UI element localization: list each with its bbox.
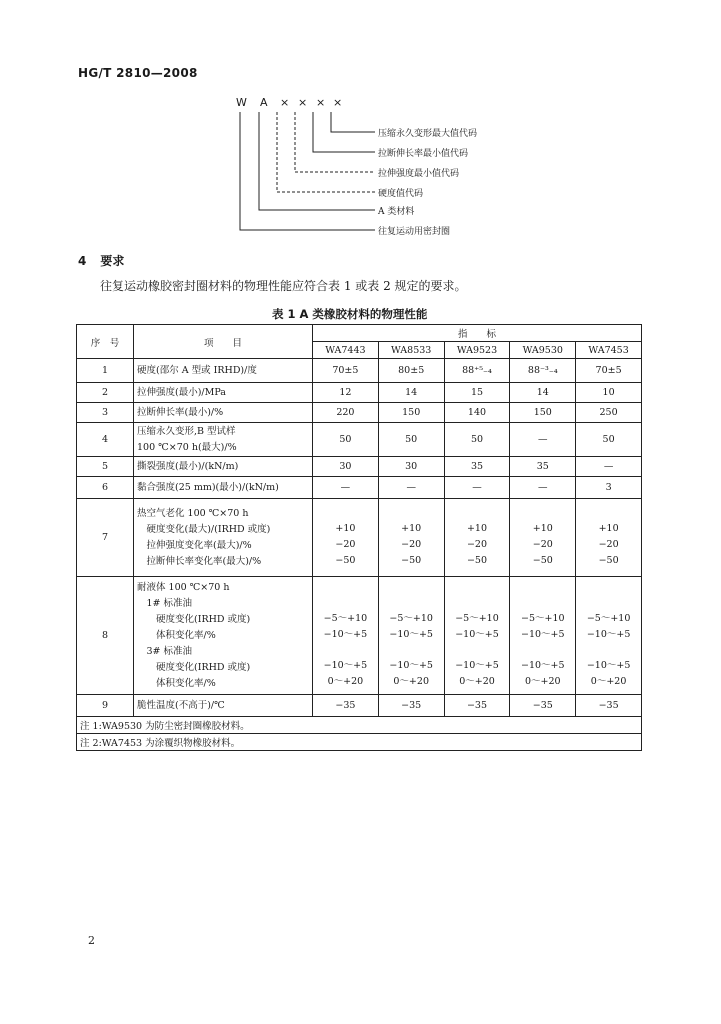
row-item-line: 体积变化率/% — [137, 629, 216, 641]
row-item-line: 脆性温度(不高于)/℃ — [137, 699, 225, 711]
code-description: A 类材料 — [378, 207, 415, 217]
row-value — [313, 499, 379, 577]
row-value-line: 0～+20 — [393, 676, 429, 687]
row-value-line: −5～+10 — [455, 613, 499, 624]
row-value-line — [382, 643, 441, 658]
row-value — [378, 695, 444, 717]
row-value — [313, 477, 379, 499]
row-value-line: 35 — [470, 460, 484, 472]
row-item-line: 硬度(邵尔 A 型或 IRHD)/度 — [137, 364, 257, 376]
row-value — [510, 695, 576, 717]
row-item-line: 硬度变化(IRHD 或度) — [137, 661, 251, 673]
row-value — [444, 695, 510, 717]
row-value-line: 88⁻³₋₄ — [527, 364, 558, 376]
section-number: 4 — [78, 254, 87, 268]
row-value-line: 50 — [339, 433, 352, 445]
row-value-line — [382, 506, 441, 521]
row-value-line: 88⁺⁵₋₄ — [462, 364, 492, 376]
row-value-line — [513, 581, 572, 596]
row-value-line: 80±5 — [398, 364, 425, 376]
row-value-line: 220 — [336, 406, 355, 418]
row-value-line: 0～+20 — [590, 676, 627, 687]
row-value-line: −35 — [401, 699, 422, 711]
header-seq: 序 号 — [77, 325, 134, 359]
row-value — [510, 577, 576, 695]
header-grade: WA7453 — [576, 342, 642, 359]
code-description: 拉断伸长率最小值代码 — [378, 149, 469, 159]
row-value-line — [448, 581, 507, 596]
row-value-line — [448, 596, 507, 611]
row-value-line: −20 — [466, 539, 488, 550]
row-value-line: −50 — [466, 555, 488, 566]
row-value-line — [316, 643, 375, 658]
standard-code: HG/T 2810—2008 — [78, 66, 198, 80]
row-value-line: +10 — [335, 523, 356, 534]
row-item-line: 1# 标准油 — [137, 597, 193, 609]
row-value-line: 3 — [605, 481, 612, 493]
row-item-line: 热空气老化 100 ℃×70 h — [137, 507, 249, 519]
row-value — [510, 383, 576, 403]
table-row — [77, 403, 642, 423]
row-value-line: −50 — [401, 555, 422, 566]
row-item-line: 硬度变化(最大)/(IRHD 或度) — [137, 523, 271, 535]
row-item-line: 硬度变化(IRHD 或度) — [137, 613, 251, 625]
row-value — [444, 457, 510, 477]
row-value-line: −10～+5 — [586, 660, 631, 671]
header-grade: WA9530 — [510, 342, 576, 359]
table-row — [77, 577, 642, 695]
row-value-line: −50 — [532, 555, 553, 566]
row-value — [378, 577, 444, 695]
row-value — [444, 403, 510, 423]
row-value-line: −5～+10 — [323, 613, 368, 624]
row-value-line: −35 — [598, 699, 619, 711]
row-item-line: 耐液体 100 ℃×70 h — [137, 581, 230, 593]
properties-table — [76, 324, 642, 751]
row-value — [378, 403, 444, 423]
row-value — [444, 359, 510, 383]
row-value-line: 50 — [602, 433, 615, 445]
row-value-line — [382, 596, 441, 611]
row-value — [510, 477, 576, 499]
row-value-line: −10～+5 — [586, 629, 631, 640]
row-seq: 7 — [77, 499, 134, 577]
row-value-line — [579, 643, 638, 658]
row-value-line: −20 — [401, 539, 422, 550]
row-value — [313, 457, 379, 477]
row-value-line: 12 — [339, 386, 352, 398]
row-value-line — [448, 643, 507, 658]
table-row — [77, 695, 642, 717]
row-value-line: 15 — [470, 386, 484, 398]
row-value-line: −20 — [335, 539, 356, 550]
row-item — [134, 359, 313, 383]
row-value-line: +10 — [401, 523, 422, 534]
row-seq: 5 — [77, 457, 134, 477]
row-value — [510, 359, 576, 383]
row-value-line: 10 — [602, 386, 615, 398]
row-seq: 6 — [77, 477, 134, 499]
row-seq: 4 — [77, 423, 134, 457]
row-value-line — [513, 596, 572, 611]
row-value — [313, 403, 379, 423]
row-item-line: 撕裂强度(最小)/(kN/m) — [137, 460, 239, 472]
row-value — [576, 423, 642, 457]
row-item-line: 体积变化率/% — [137, 677, 216, 689]
table-row — [77, 383, 642, 403]
row-value — [576, 695, 642, 717]
row-value-line: −50 — [598, 555, 619, 566]
code-letter: W — [236, 96, 247, 109]
row-item-line: 拉断伸长率(最小)/% — [137, 406, 224, 418]
row-value-line: 35 — [536, 460, 549, 472]
row-value — [576, 359, 642, 383]
row-value-line: −5～+10 — [586, 613, 631, 624]
row-value-line — [316, 506, 375, 521]
row-value — [378, 359, 444, 383]
row-item-line: 压缩永久变形,B 型试样 — [137, 425, 236, 437]
section-heading — [78, 252, 124, 269]
row-value-line: +10 — [532, 523, 553, 534]
row-value — [313, 577, 379, 695]
row-value — [510, 499, 576, 577]
row-value-line: −35 — [466, 699, 488, 711]
row-item — [134, 577, 313, 695]
row-item — [134, 457, 313, 477]
row-value — [444, 577, 510, 695]
row-value-line: 30 — [339, 460, 352, 472]
table-caption: 表 1 A 类橡胶材料的物理性能 — [272, 307, 428, 321]
row-value-line: — — [340, 481, 351, 493]
row-value — [510, 457, 576, 477]
row-value-line: 14 — [536, 386, 549, 398]
row-value — [444, 499, 510, 577]
row-value-line: — — [603, 460, 614, 472]
row-item-line: 黏合强度(25 mm)(最小)/(kN/m) — [137, 481, 279, 493]
row-value-line: 14 — [405, 386, 418, 398]
header-index: 指 标 — [313, 325, 642, 342]
row-item — [134, 695, 313, 717]
header-grade: WA8533 — [378, 342, 444, 359]
row-value-line: +10 — [466, 523, 488, 534]
row-value-line — [579, 581, 638, 596]
code-description: 压缩永久变形最大值代码 — [378, 129, 478, 139]
row-value-line: — — [538, 481, 548, 493]
row-value-line: −10～+5 — [389, 629, 433, 640]
row-value — [576, 577, 642, 695]
row-value-line: −10～+5 — [323, 660, 368, 671]
row-value — [313, 383, 379, 403]
row-value-line: 70±5 — [332, 364, 359, 376]
code-letter: A — [260, 96, 268, 109]
table-body — [77, 359, 642, 717]
row-value-line: 70±5 — [595, 364, 622, 376]
row-value-line: — — [406, 481, 416, 493]
row-value-line: −20 — [598, 539, 619, 550]
code-letter: × — [280, 96, 290, 109]
row-value-line: 50 — [405, 433, 418, 445]
row-value-line: −10～+5 — [455, 660, 499, 671]
row-value-line: 30 — [405, 460, 418, 472]
row-value — [313, 695, 379, 717]
header-item: 项 目 — [134, 325, 313, 359]
row-item-line: 3# 标准油 — [137, 645, 193, 657]
table-row — [77, 457, 642, 477]
row-value — [510, 423, 576, 457]
row-seq: 8 — [77, 577, 134, 695]
row-value-line: −10～+5 — [323, 629, 368, 640]
row-item-line: 拉伸强度(最小)/MPa — [137, 386, 226, 398]
row-value — [576, 457, 642, 477]
row-value-line — [448, 506, 507, 521]
table-row — [77, 423, 642, 457]
requirement-paragraph: 往复运动橡胶密封圈材料的物理性能应符合表 1 或表 2 规定的要求。 — [100, 279, 467, 293]
table-row — [77, 499, 642, 577]
row-value — [576, 499, 642, 577]
row-value-line: 50 — [470, 433, 484, 445]
row-value-line: 140 — [467, 406, 487, 418]
row-item-line: 拉伸强度变化率(最大)/% — [137, 539, 252, 551]
row-value-line: 0～+20 — [327, 676, 364, 687]
row-value — [313, 423, 379, 457]
code-letter: × — [316, 96, 326, 109]
row-value-line: 250 — [599, 406, 618, 418]
row-value-line: 150 — [402, 406, 421, 418]
page-number: 2 — [88, 934, 95, 947]
code-description: 硬度值代码 — [378, 189, 424, 199]
row-value-line — [316, 581, 375, 596]
row-value-line: +10 — [598, 523, 619, 534]
row-value-line — [513, 506, 572, 521]
row-value-line: −50 — [335, 555, 356, 566]
row-value-line: −10～+5 — [389, 660, 433, 671]
row-value — [444, 383, 510, 403]
row-value — [510, 403, 576, 423]
code-letter: × — [298, 96, 308, 109]
row-value-line — [316, 596, 375, 611]
row-value — [444, 477, 510, 499]
row-value-line: 0～+20 — [524, 676, 561, 687]
row-item — [134, 403, 313, 423]
row-value-line: 150 — [533, 406, 552, 418]
row-value-line: −20 — [532, 539, 553, 550]
row-value-line: −5～+10 — [521, 613, 565, 624]
row-value-line: −35 — [335, 699, 356, 711]
header-grade: WA9523 — [444, 342, 510, 359]
row-value-line: −10～+5 — [521, 629, 565, 640]
designation-code-diagram — [230, 96, 530, 236]
row-item-line: 拉断伸长率变化率(最大)/% — [137, 555, 262, 567]
table-note: 注 2:WA7453 为涂覆织物橡胶材料。 — [77, 734, 642, 751]
section-title: 要求 — [100, 254, 125, 268]
row-seq: 3 — [77, 403, 134, 423]
row-item — [134, 477, 313, 499]
row-value — [576, 477, 642, 499]
row-value-line: −35 — [532, 699, 553, 711]
row-value-line — [382, 581, 441, 596]
row-item — [134, 499, 313, 577]
row-seq: 9 — [77, 695, 134, 717]
row-value — [378, 383, 444, 403]
row-value-line — [513, 643, 572, 658]
code-description: 往复运动用密封圈 — [378, 227, 451, 237]
table-row — [77, 477, 642, 499]
code-description: 拉伸强度最小值代码 — [378, 169, 460, 179]
row-seq: 1 — [77, 359, 134, 383]
row-value — [378, 499, 444, 577]
row-value-line: — — [538, 433, 548, 445]
row-value-line: 0～+20 — [459, 676, 495, 687]
row-value — [576, 383, 642, 403]
table-row — [77, 359, 642, 383]
row-seq: 2 — [77, 383, 134, 403]
row-value-line: −5～+10 — [389, 613, 433, 624]
row-value — [378, 477, 444, 499]
row-value-line: −10～+5 — [455, 629, 499, 640]
row-item-line: 100 ℃×70 h(最大)/% — [137, 441, 237, 453]
row-value-line — [579, 596, 638, 611]
row-item — [134, 423, 313, 457]
header-grade: WA7443 — [313, 342, 379, 359]
table-note: 注 1:WA9530 为防尘密封圈橡胶材料。 — [77, 717, 642, 734]
row-value-line — [579, 506, 638, 521]
row-value — [313, 359, 379, 383]
row-item — [134, 383, 313, 403]
row-value — [444, 423, 510, 457]
row-value — [378, 423, 444, 457]
row-value-line: −10～+5 — [521, 660, 565, 671]
row-value — [378, 457, 444, 477]
code-letter: × — [333, 96, 343, 109]
row-value — [576, 403, 642, 423]
row-value-line: — — [472, 481, 482, 493]
